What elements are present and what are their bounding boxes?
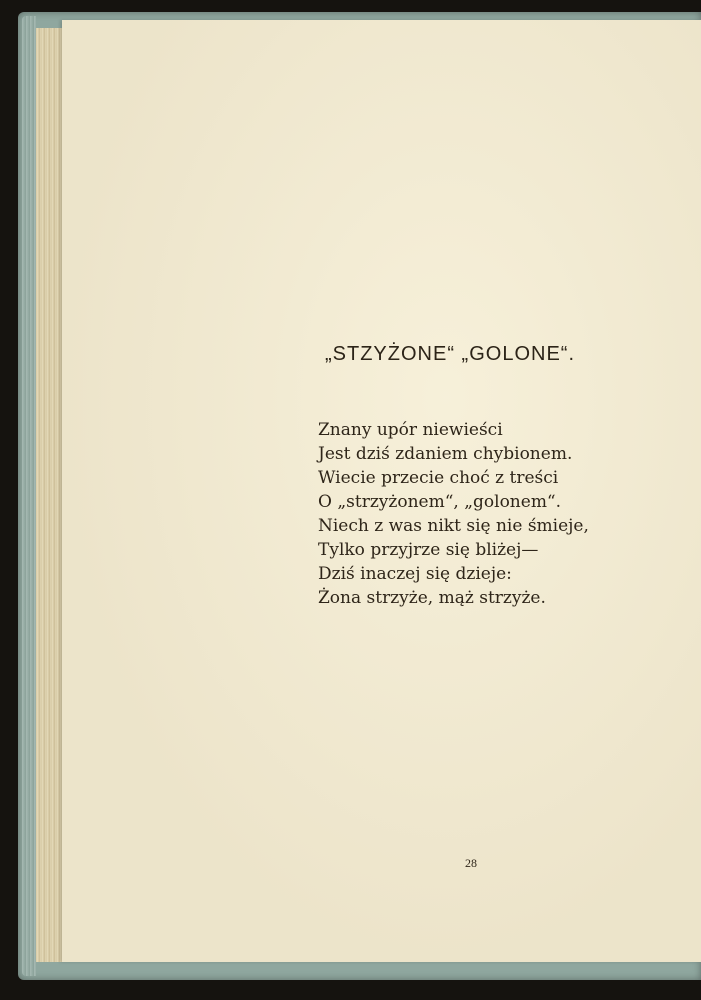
poem-line: Niech z was nikt się nie śmieje, (318, 516, 589, 536)
poem-body (318, 418, 589, 610)
cover-spine-edge (22, 16, 36, 976)
poem-line: Wiecie przecie choć z treści (318, 468, 559, 488)
poem-line: Żona strzyże, mąż strzyże. (318, 588, 546, 608)
book-page (62, 20, 701, 962)
poem-line: Jest dziś zdaniem chybionem. (318, 444, 573, 464)
poem-line: Tylko przyjrze się bliżej— (318, 540, 539, 560)
page-number: 28 (465, 856, 477, 870)
poem-title: „STZYŻONE“ „GOLONE“. (325, 343, 575, 365)
poem-line: O „strzyżonem“, „golonem“. (318, 492, 562, 512)
poem-line: Znany upór niewieści (318, 420, 503, 440)
poem-line: Dziś inaczej się dzieje: (318, 564, 512, 584)
